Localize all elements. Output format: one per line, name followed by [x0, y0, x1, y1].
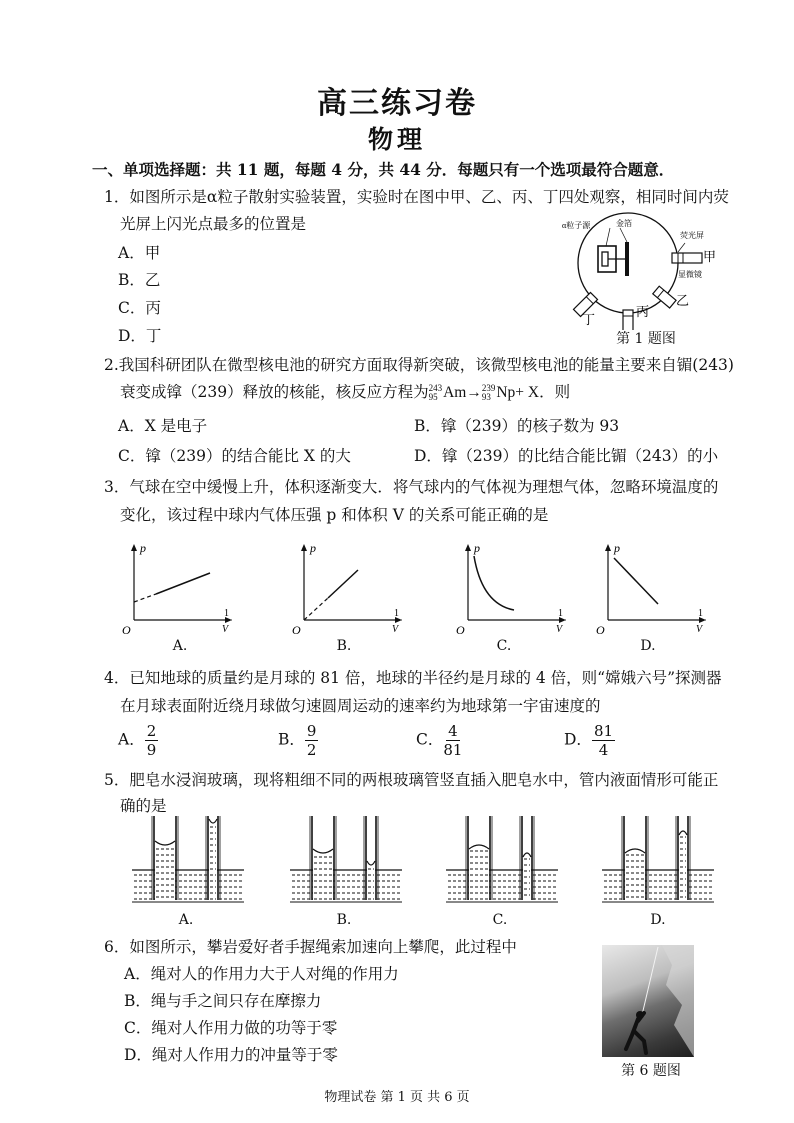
denominator: 81: [443, 741, 463, 759]
x-label-num: 1: [698, 608, 703, 619]
x-label-num: 1: [394, 608, 399, 619]
q5-label-a: A.: [178, 912, 194, 928]
denominator: 4: [598, 741, 609, 759]
trough-liquid: [132, 870, 244, 902]
x-label-num: 1: [224, 608, 229, 619]
y-label: p: [474, 541, 480, 555]
origin-label: O: [456, 623, 465, 637]
source-pointer: [606, 228, 610, 246]
label-jia: 甲: [703, 249, 717, 264]
dashed-extension: [134, 594, 156, 602]
graph-curve: [474, 556, 514, 610]
q4-option-c-fraction: [443, 722, 462, 759]
q5-figure-c: [442, 814, 562, 910]
am-mass-number: 243: [428, 383, 443, 394]
numerator: 2: [146, 722, 157, 740]
q4-option-c: [416, 722, 462, 759]
q4-option-c-label: C．: [416, 730, 444, 749]
numerator: 81: [593, 722, 614, 740]
climber-photo: [602, 945, 694, 1057]
am-atomic-number: 95: [428, 392, 438, 403]
q6-stem: 6．如图所示，攀岩爱好者手握绳索加速向上攀爬，此过程中: [104, 938, 517, 956]
q4-option-d: [564, 722, 615, 759]
q3-stem-line1: 3．气球在空中缓慢上升，体积逐渐变大．将气球内的气体视为理想气体，忽略环境温度的: [104, 478, 719, 496]
label-alpha-source: α粒子源: [562, 221, 591, 230]
denominator: 2: [306, 741, 317, 759]
q3-graph-d: [592, 538, 714, 638]
q1-stem-line1: 1．如图所示是α粒子散射实验装置，实验时在图中甲、乙、丙、丁四处观察，相同时间内荧: [104, 188, 729, 206]
q4-stem-line2: 在月球表面附近绕月球做匀速圆周运动的速率约为地球第一宇宙速度的: [120, 697, 601, 715]
y-axis-arrow: [465, 544, 471, 551]
q5-figure-b: [286, 814, 406, 910]
graph-line: [614, 558, 658, 604]
graph-line: [328, 570, 358, 598]
graph-line: [156, 573, 210, 594]
page-footer: 物理试卷 第 1 页 共 6 页: [324, 1090, 470, 1105]
label-gold-foil: 金箔: [616, 219, 632, 228]
q1-option-c: C．丙: [118, 299, 161, 317]
x-label-num: 1: [558, 608, 563, 619]
label-bing: 丙: [636, 304, 650, 319]
q4-option-a-label: A．: [118, 730, 145, 749]
origin-label: O: [292, 623, 301, 637]
q6-option-c: C．绳对人作用力做的功等于零: [124, 1019, 338, 1037]
label-microscope: 显微镜: [678, 270, 702, 279]
q4-stem-line1: 4．已知地球的质量约是月球的 81 倍，地球的半径约是月球的 4 倍，则“嫦娥六号”探测器: [104, 669, 722, 687]
q3-graph-a: [118, 538, 240, 638]
section-heading: 一、单项选择题：共 11 题，每题 4 分，共 44 分．每题只有一个选项最符合题意．: [92, 160, 675, 179]
q2-stem-line1: 2.我国科研团队在微型核电池的研究方面取得新突破，该微型核电池的能量主要来自镅(243): [104, 356, 734, 374]
subject-title: 物理: [367, 125, 426, 154]
q3-label-b: B.: [336, 638, 352, 654]
q1-figure-caption: 第 1 题图: [616, 331, 676, 347]
x-label-den: V: [392, 624, 399, 635]
q3-graph-c: [452, 538, 574, 638]
q4-option-a: [118, 722, 158, 759]
am-nuclide-numbers: [429, 384, 443, 402]
y-label: p: [140, 541, 146, 555]
np-symbol: Np+ X: [496, 384, 540, 401]
label-ding: 丁: [582, 312, 596, 327]
page-title: 高三练习卷: [317, 86, 477, 121]
q3-label-d: D.: [640, 638, 656, 654]
q6-option-a: A．绳对人的作用力大于人对绳的作用力: [124, 965, 399, 983]
am-symbol: Am→: [443, 384, 482, 401]
q3-graph-b: [288, 538, 410, 638]
q5-stem-line1: 5．肥皂水浸润玻璃，现将粗细不同的两根玻璃管竖直插入肥皂水中，管内液面情形可能正: [104, 771, 719, 789]
q2-stem-line2: [120, 382, 570, 403]
alpha-source-core: [602, 252, 608, 266]
q2-stem-tail: ．则: [539, 383, 571, 401]
q5-label-c: C.: [492, 912, 508, 928]
narrow-tube-liquid-bg: [209, 822, 217, 900]
q2-option-c: C．镎（239）的结合能比 X 的大: [118, 447, 351, 465]
q3-label-a: A.: [172, 638, 188, 654]
q5-figure-a: [128, 814, 248, 910]
microscope-bing: [623, 310, 633, 330]
q3-label-c: C.: [496, 638, 512, 654]
x-label-den: V: [556, 624, 563, 635]
q5-label-b: B.: [336, 912, 352, 928]
microscope-jia: [672, 253, 702, 263]
q1-option-d: D．丁: [118, 327, 162, 345]
numerator: 9: [306, 722, 317, 740]
q1-option-b: B．乙: [118, 271, 161, 289]
np-atomic-number: 93: [481, 392, 491, 403]
np-nuclide-numbers: [482, 384, 496, 402]
q1-option-a: A．甲: [118, 244, 161, 262]
wide-tube-liquid-bg: [469, 846, 489, 900]
q1-stem-line2: 光屏上闪光点最多的位置是: [120, 215, 307, 233]
y-axis-arrow: [301, 544, 307, 551]
y-axis-arrow: [131, 544, 137, 551]
q5-figure-d: [598, 814, 718, 910]
x-label-den: V: [696, 624, 703, 635]
screen-pointer: [678, 243, 685, 252]
origin-label: O: [122, 623, 131, 637]
q4-option-b-fraction: [305, 722, 319, 759]
label-screen: 荧光屏: [680, 231, 704, 240]
q2-option-b: B．镎（239）的核子数为 93: [414, 417, 620, 435]
q5-label-d: D.: [650, 912, 666, 928]
q2-option-a: A．X 是电子: [118, 417, 208, 435]
q2-option-d: D．镎（239）的比结合能比镅（243）的小: [414, 447, 719, 465]
y-label: p: [310, 541, 316, 555]
numerator: 4: [448, 722, 458, 740]
y-label: p: [614, 541, 620, 555]
gold-foil: [625, 242, 629, 276]
q2-equation: [429, 384, 540, 401]
wide-tube-liquid-bg: [155, 844, 175, 900]
q2-stem-line2-text: 衰变成镎（239）释放的核能，核反应方程为: [120, 383, 429, 401]
q4-option-b-label: B．: [278, 730, 305, 749]
denominator: 9: [146, 741, 157, 759]
np-mass-number: 239: [481, 383, 496, 394]
climber-silhouette: [602, 945, 694, 1057]
narrow-tube-liquid-bg: [679, 832, 687, 900]
q4-option-d-fraction: [592, 722, 615, 759]
q4-option-d-label: D．: [564, 730, 592, 749]
q6-option-d: D．绳对人作用力的冲量等于零: [124, 1046, 338, 1064]
trough-liquid: [290, 870, 402, 902]
wide-tube-liquid-bg: [625, 850, 645, 900]
q4-option-a-fraction: [145, 722, 159, 759]
q4-option-b: [278, 722, 318, 759]
label-yi: 乙: [676, 293, 690, 308]
x-label-den: V: [222, 624, 229, 635]
q1-figure: [560, 208, 720, 330]
origin-label: O: [596, 623, 605, 637]
trough-liquid: [446, 870, 558, 902]
q5-stem-line2: 确的是: [120, 797, 167, 815]
y-axis-arrow: [605, 544, 611, 551]
dashed-extension: [304, 598, 328, 620]
trough-liquid: [602, 870, 714, 902]
q3-stem-line2: 变化，该过程中球内气体压强 p 和体积 V 的关系可能正确的是: [120, 506, 549, 524]
foil-pointer: [620, 228, 627, 242]
q6-option-b: B．绳与手之间只存在摩擦力: [124, 992, 322, 1010]
q6-figure-caption: 第 6 题图: [621, 1063, 681, 1079]
